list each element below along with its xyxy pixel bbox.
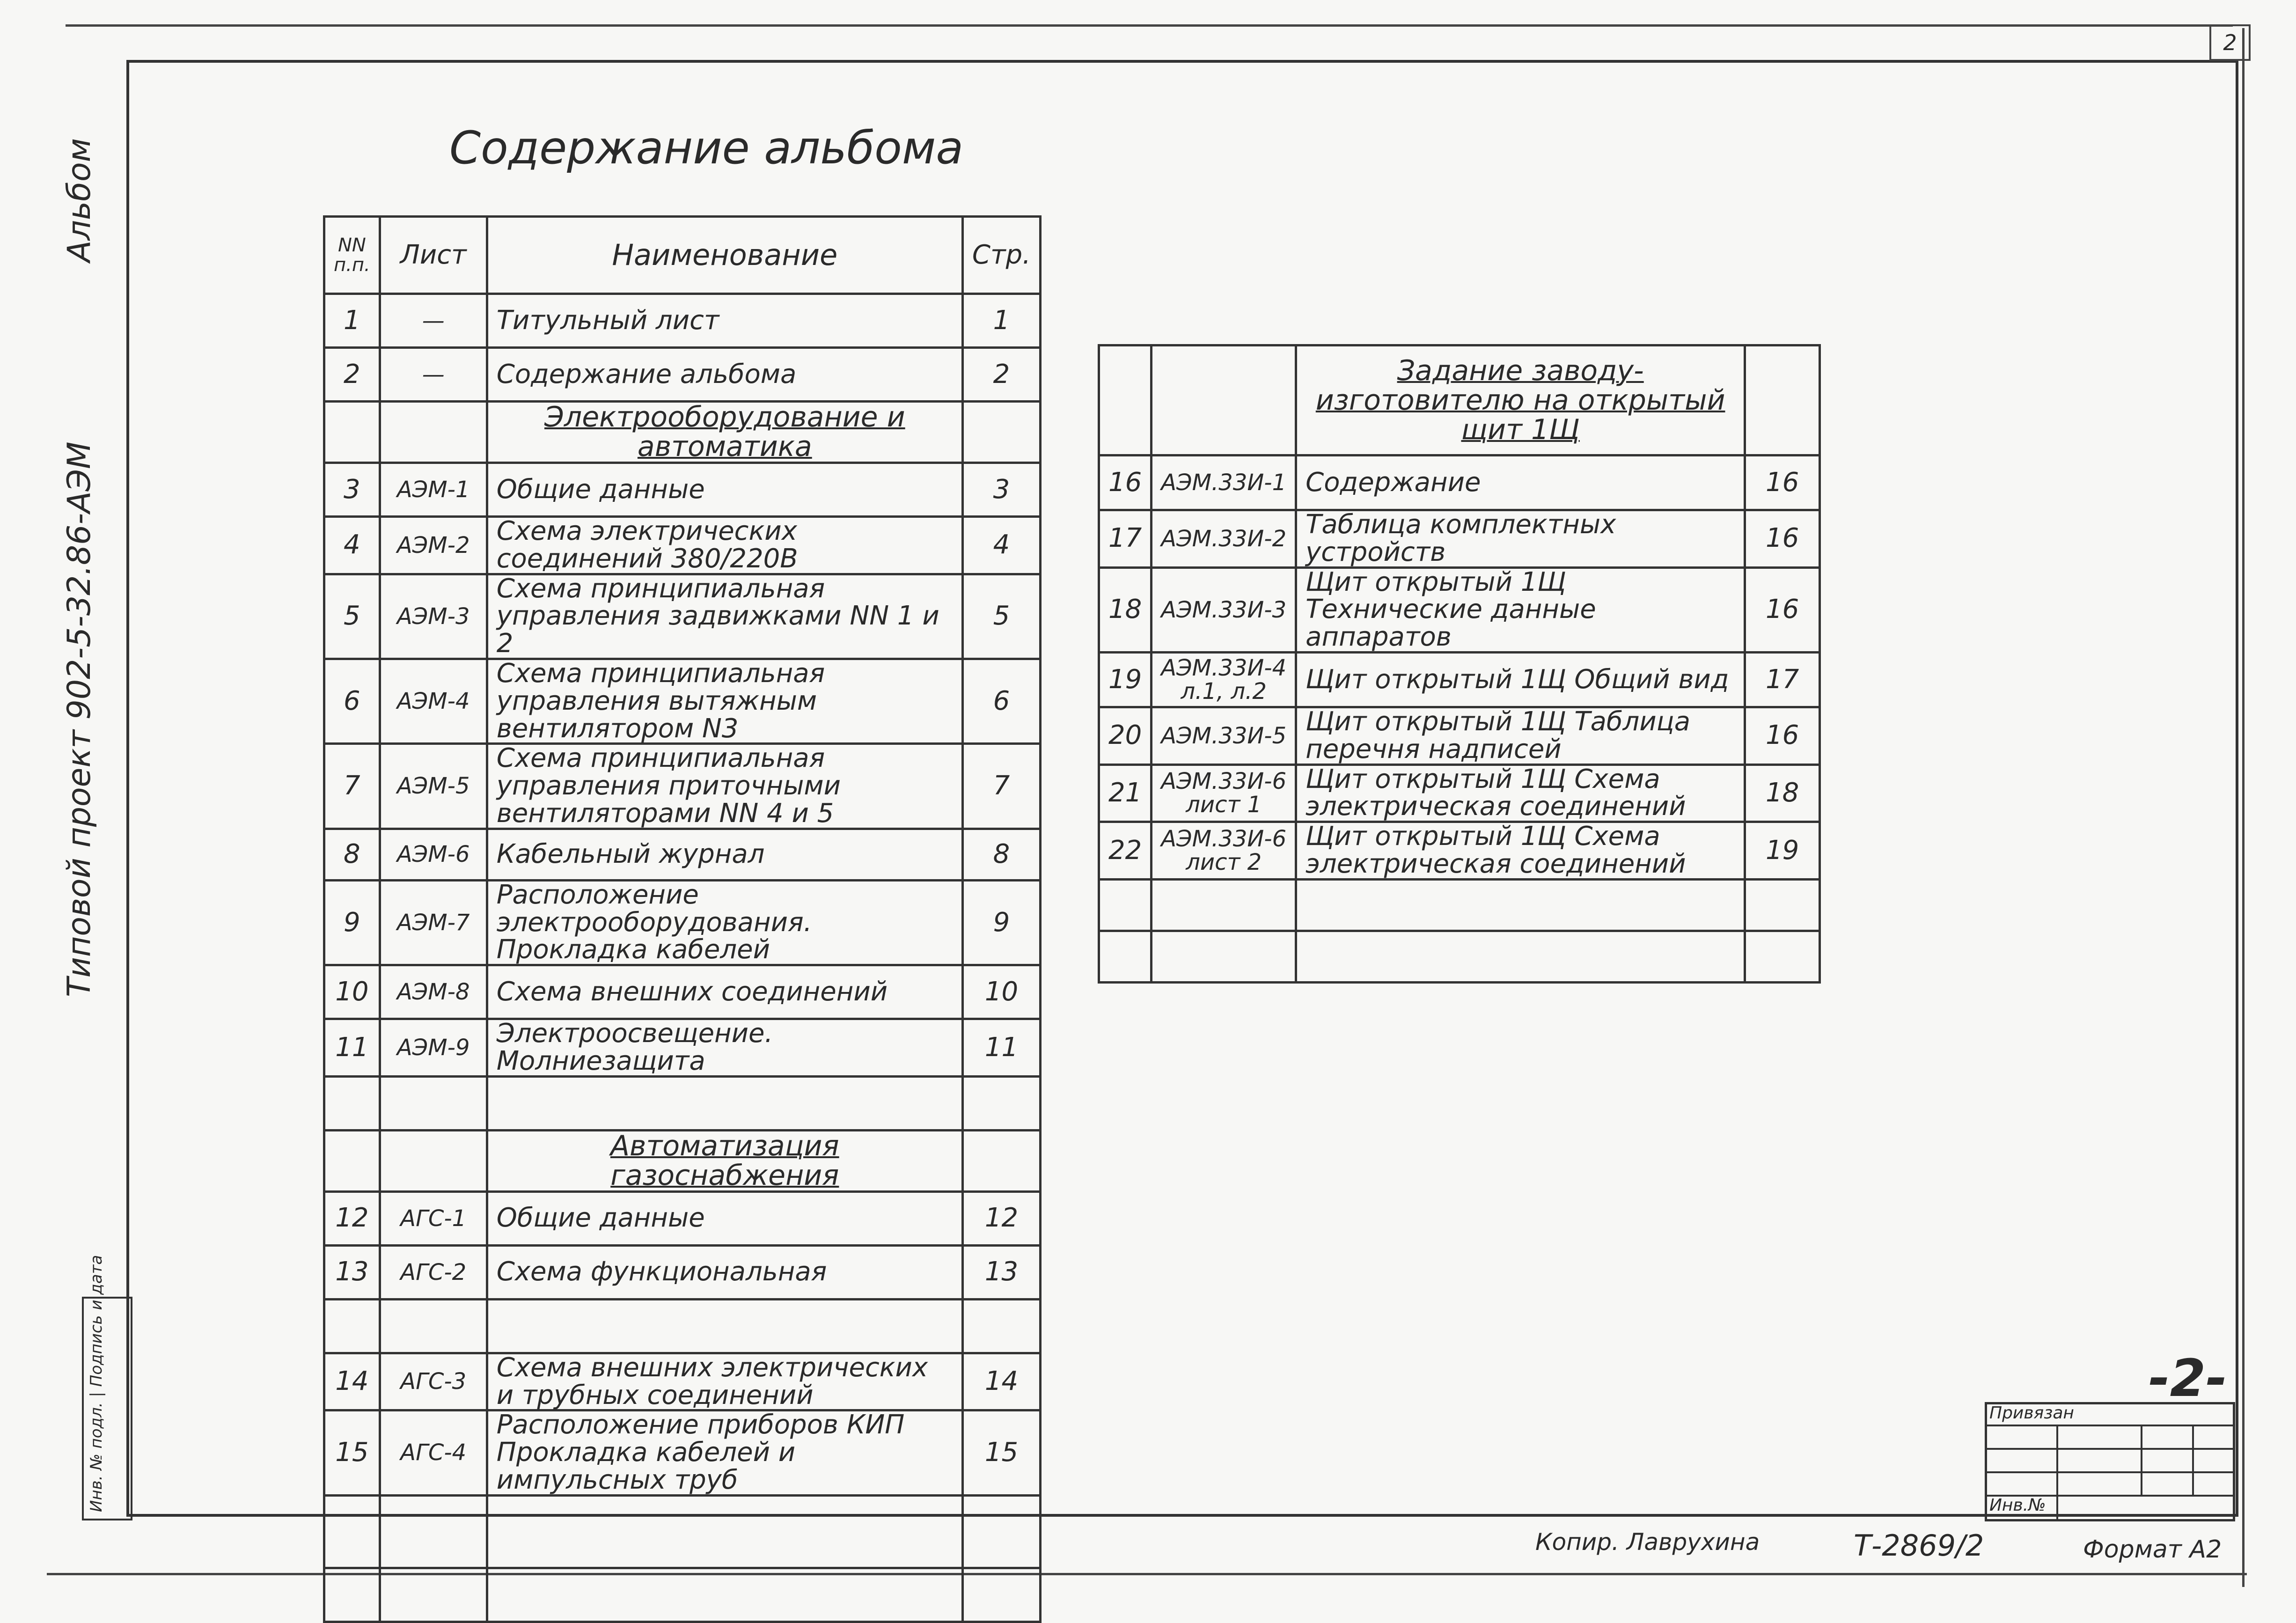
table-row: [324, 574, 1041, 659]
right-header-blank-1: [1099, 345, 1152, 455]
row-title: Таблица комплектных устройств: [1296, 510, 1745, 568]
copied-by: Копир. Лаврухина: [1535, 1528, 1760, 1556]
blank-cell: [1296, 879, 1745, 931]
table-row: [324, 1245, 1041, 1299]
blank-cell: [1099, 931, 1152, 982]
row-title: Щит открытый 1Щ Общий вид: [1296, 652, 1745, 707]
blank-cell: [962, 1299, 1040, 1353]
row-page: 3: [962, 463, 1040, 517]
row-sheet-code: АЭМ-4: [380, 659, 487, 743]
row-sheet-code: АЭМ.33И-6 лист 2: [1152, 822, 1296, 880]
section-blank-num: [324, 1130, 380, 1191]
row-number: 5: [324, 574, 380, 659]
section-blank-page: [962, 402, 1040, 463]
blank-cell: [487, 1076, 962, 1130]
row-page: 17: [1745, 652, 1820, 707]
row-title: Схема внешних соединений: [487, 965, 962, 1019]
row-number: 11: [324, 1019, 380, 1077]
table-row: [324, 294, 1041, 348]
row-number: 21: [1099, 764, 1152, 822]
blank-cell: [324, 1299, 380, 1353]
row-sheet-code: АГС-3: [380, 1353, 487, 1410]
table-row: [324, 965, 1041, 1019]
row-title: Схема электрических соединений 380/220В: [487, 517, 962, 574]
blank-cell: [1099, 879, 1152, 931]
row-number: 20: [1099, 707, 1152, 764]
inventory-label: Инв.№: [1989, 1496, 2046, 1515]
row-number: 22: [1099, 822, 1152, 880]
row-number: 10: [324, 965, 380, 1019]
row-number: 8: [324, 829, 380, 880]
row-number: 2: [324, 348, 380, 402]
section-title: Электрооборудование и автоматика: [487, 402, 962, 463]
table-row: [1099, 455, 1820, 510]
contents-table: [323, 215, 1042, 1623]
row-sheet-code: АЭМ-8: [380, 965, 487, 1019]
blank-cell: [1296, 931, 1745, 982]
header-page: Стр.: [962, 217, 1040, 294]
blank-cell: [962, 1495, 1040, 1568]
row-page: 12: [962, 1191, 1040, 1245]
table-row: [324, 463, 1041, 517]
row-sheet-code: АЭМ.33И-4 л.1, л.2: [1152, 652, 1296, 707]
blank-cell: [1152, 931, 1296, 982]
row-page: 15: [962, 1410, 1040, 1495]
blank-row: [1099, 931, 1820, 982]
header-name: Наименование: [487, 217, 962, 294]
blank-row: [1099, 879, 1820, 931]
blank-cell: [380, 1299, 487, 1353]
row-page: 16: [1745, 707, 1820, 764]
row-title: Электроосвещение. Молниезащита: [487, 1019, 962, 1077]
row-number: 15: [324, 1410, 380, 1495]
page-title: Содержание альбома: [449, 122, 964, 174]
right-header-blank-2: [1152, 345, 1296, 455]
row-number: 14: [324, 1353, 380, 1410]
row-title: Кабельный журнал: [487, 829, 962, 880]
table-row: [1099, 567, 1820, 652]
row-sheet-code: АЭМ-2: [380, 517, 487, 574]
section-blank-num: [324, 402, 380, 463]
blank-cell: [324, 1495, 380, 1568]
row-sheet-code: АГС-1: [380, 1191, 487, 1245]
row-sheet-code: АЭМ-6: [380, 829, 487, 880]
table-row: [324, 880, 1041, 965]
side-project-label: Типовой проект 902-5-32.86-АЭМ: [61, 441, 98, 997]
row-title: Общие данные: [487, 463, 962, 517]
row-page: 4: [962, 517, 1040, 574]
row-sheet-code: АЭМ.33И-6 лист 1: [1152, 764, 1296, 822]
row-page: 9: [962, 880, 1040, 965]
row-page: 11: [962, 1019, 1040, 1077]
blank-row: [324, 1299, 1041, 1353]
right-header-title: Задание заводу-изготовителю на открытый щит 1Щ: [1296, 345, 1745, 455]
row-sheet-code: АГС-4: [380, 1410, 487, 1495]
table-row: [324, 659, 1041, 743]
drawing-code: Т-2869/2: [1854, 1528, 1984, 1563]
row-title: Расположение приборов КИП Прокладка кабелей и импульсных труб: [487, 1410, 962, 1495]
row-sheet-code: АЭМ.33И-1: [1152, 455, 1296, 510]
row-sheet-code: АЭМ.33И-3: [1152, 567, 1296, 652]
section-row: [324, 1130, 1041, 1191]
row-page: 6: [962, 659, 1040, 743]
row-number: 7: [324, 744, 380, 829]
row-sheet-code: АЭМ.33И-2: [1152, 510, 1296, 568]
row-number: 6: [324, 659, 380, 743]
blank-cell: [324, 1076, 380, 1130]
row-title: Щит открытый 1Щ Схема электрическая соединений: [1296, 764, 1745, 822]
row-number: 1: [324, 294, 380, 348]
row-title: Схема внешних электрических и трубных соединений: [487, 1353, 962, 1410]
table-row: [1099, 764, 1820, 822]
header-num: NN п.п.: [324, 217, 380, 294]
row-title: Содержание: [1296, 455, 1745, 510]
table-header-row: [324, 217, 1041, 294]
right-header-row: [1099, 345, 1820, 455]
row-sheet-code: АЭМ-9: [380, 1019, 487, 1077]
row-number: 12: [324, 1191, 380, 1245]
row-page: 7: [962, 744, 1040, 829]
blank-cell: [962, 1076, 1040, 1130]
row-title: Схема функциональная: [487, 1245, 962, 1299]
page-mark: -2-: [2149, 1348, 2227, 1408]
row-page: 14: [962, 1353, 1040, 1410]
row-sheet-code: АЭМ-5: [380, 744, 487, 829]
header-sheet: Лист: [380, 217, 487, 294]
row-title: Щит открытый 1Щ Таблица перечня надписей: [1296, 707, 1745, 764]
side-album-label: Альбом: [61, 138, 98, 262]
table-row: [324, 1410, 1041, 1495]
row-sheet-code: АЭМ.33И-5: [1152, 707, 1296, 764]
row-number: 18: [1099, 567, 1152, 652]
row-page: 2: [962, 348, 1040, 402]
row-title: Щит открытый 1Щ Технические данные аппаратов: [1296, 567, 1745, 652]
row-sheet-code: АГС-2: [380, 1245, 487, 1299]
row-title: Схема принципиальная управления приточными вентиляторами NN 4 и 5: [487, 744, 962, 829]
blank-cell: [962, 1568, 1040, 1622]
row-sheet-code: АЭМ-7: [380, 880, 487, 965]
table-row: [1099, 652, 1820, 707]
right-border-line: [2242, 28, 2245, 1587]
row-page: 16: [1745, 510, 1820, 568]
table-row: [324, 348, 1041, 402]
format-label: Формат А2: [2083, 1535, 2222, 1564]
sheet-number-box: 2: [2209, 24, 2251, 61]
row-title: Щит открытый 1Щ Схема электрическая соединений: [1296, 822, 1745, 880]
blank-cell: [487, 1568, 962, 1622]
section-blank-page: [962, 1130, 1040, 1191]
binding-label: Привязан: [1989, 1403, 2074, 1423]
blank-row: [324, 1568, 1041, 1622]
table-row: [324, 517, 1041, 574]
row-number: 17: [1099, 510, 1152, 568]
row-page: 5: [962, 574, 1040, 659]
row-number: 16: [1099, 455, 1152, 510]
blank-cell: [380, 1495, 487, 1568]
blank-cell: [380, 1076, 487, 1130]
right-header-blank-3: [1745, 345, 1820, 455]
stamp-label: Инв. № подл. | Подпись и дата: [87, 1255, 106, 1512]
row-sheet-code: АЭМ-1: [380, 463, 487, 517]
row-number: 19: [1099, 652, 1152, 707]
row-page: 8: [962, 829, 1040, 880]
table-row: [1099, 707, 1820, 764]
section-blank-sheet: [380, 1130, 487, 1191]
row-page: 18: [1745, 764, 1820, 822]
row-page: 10: [962, 965, 1040, 1019]
row-page: 13: [962, 1245, 1040, 1299]
factory-task-table: [1098, 344, 1821, 984]
row-title: Общие данные: [487, 1191, 962, 1245]
row-title: Содержание альбома: [487, 348, 962, 402]
row-page: 16: [1745, 455, 1820, 510]
row-sheet-code: —: [380, 348, 487, 402]
table-row: [324, 1019, 1041, 1077]
top-border-line: [66, 24, 2233, 27]
blank-cell: [487, 1495, 962, 1568]
row-page: 16: [1745, 567, 1820, 652]
row-sheet-code: АЭМ-3: [380, 574, 487, 659]
table-row: [1099, 822, 1820, 880]
row-title: Расположение электрооборудования. Прокладка кабелей: [487, 880, 962, 965]
row-title: Схема принципиальная управления вытяжным вентилятором N3: [487, 659, 962, 743]
section-title: Автоматизация газоснабжения: [487, 1130, 962, 1191]
blank-row: [324, 1076, 1041, 1130]
row-title: Схема принципиальная управления задвижками NN 1 и 2: [487, 574, 962, 659]
section-blank-sheet: [380, 402, 487, 463]
row-page: 19: [1745, 822, 1820, 880]
row-title: Титульный лист: [487, 294, 962, 348]
table-row: [324, 1353, 1041, 1410]
row-page: 1: [962, 294, 1040, 348]
table-row: [324, 1191, 1041, 1245]
blank-cell: [1745, 931, 1820, 982]
blank-cell: [487, 1299, 962, 1353]
table-row: [1099, 510, 1820, 568]
table-row: [324, 829, 1041, 880]
section-row: [324, 402, 1041, 463]
row-number: 13: [324, 1245, 380, 1299]
blank-cell: [380, 1568, 487, 1622]
blank-cell: [324, 1568, 380, 1622]
row-sheet-code: —: [380, 294, 487, 348]
blank-cell: [1152, 879, 1296, 931]
row-number: 3: [324, 463, 380, 517]
row-number: 4: [324, 517, 380, 574]
blank-cell: [1745, 879, 1820, 931]
table-row: [324, 744, 1041, 829]
row-number: 9: [324, 880, 380, 965]
blank-row: [324, 1495, 1041, 1568]
